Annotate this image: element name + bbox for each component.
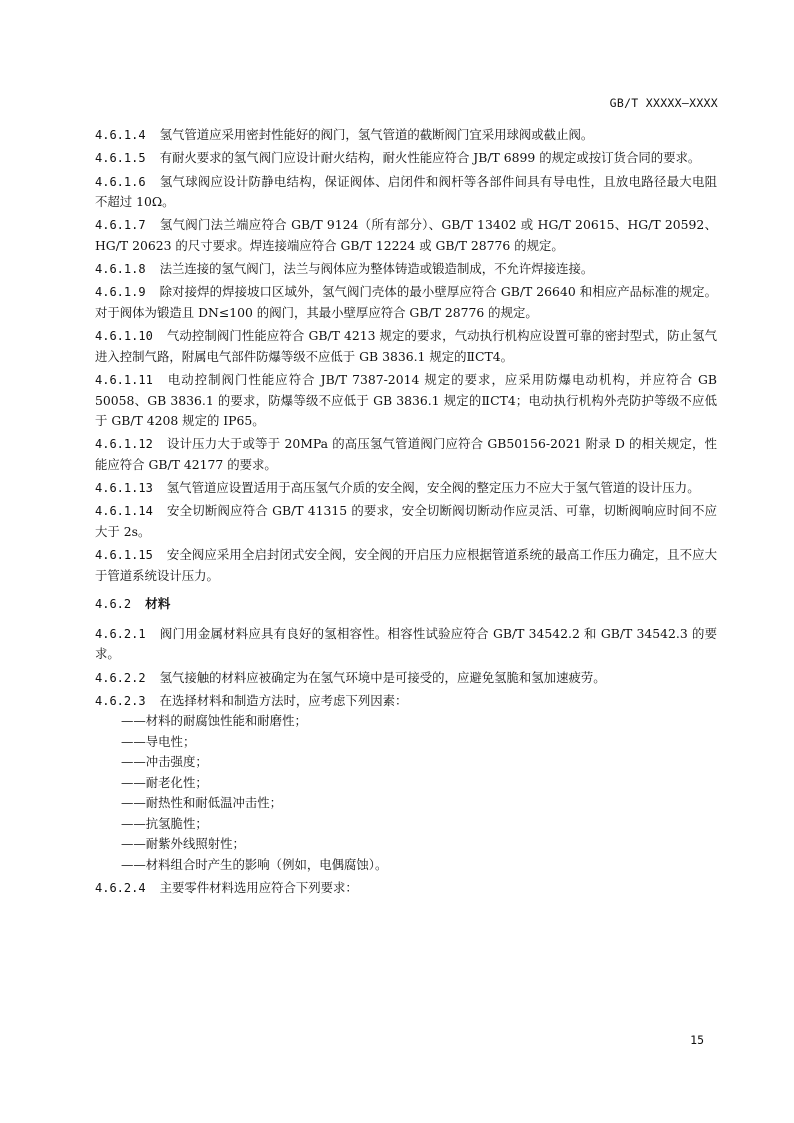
clause-number: 4.6.1.7 <box>95 218 146 233</box>
clause-4-6-2-2 <box>95 668 717 689</box>
clause-number: 4.6.1.9 <box>95 285 146 300</box>
list-item: ——导电性； <box>121 733 196 749</box>
section-number: 4.6.2 <box>95 597 132 612</box>
clause-4-6-1-15 <box>95 545 717 586</box>
clause-4-6-2-1 <box>95 624 717 665</box>
list-item: ——耐热性和耐低温冲击性； <box>121 795 283 811</box>
clause-4-6-1-5 <box>95 148 717 169</box>
clause-number: 4.6.1.12 <box>95 437 153 452</box>
clause-4-6-1-8 <box>95 259 717 280</box>
clause-4-6-2-4 <box>95 878 717 899</box>
clause-4-6-1-7 <box>95 215 717 256</box>
clause-text: 氢气接触的材料应被确定为在氢气环境中是可接受的，应避免氢脆和氢加速疲劳。 <box>159 669 606 685</box>
clause-4-6-1-9 <box>95 282 717 323</box>
list-item: ——材料组合时产生的影响（例如，电偶腐蚀）。 <box>121 856 388 872</box>
clause-4-6-1-6 <box>95 172 717 213</box>
clause-4-6-1-10 <box>95 326 717 367</box>
clause-number: 4.6.1.8 <box>95 262 146 277</box>
clause-4-6-1-11 <box>95 370 717 432</box>
clause-text: 安全阀应采用全启封闭式安全阀，安全阀的开启压力应根据管道系统的最高工作压力确定，且不应大于管道系统设计压力。 <box>95 547 717 583</box>
clause-text: 氢气管道应设置适用于高压氢气介质的安全阀，安全阀的整定压力不应大于氢气管道的设计压力。 <box>166 480 700 496</box>
section-heading-materials <box>95 594 717 615</box>
clause-4-6-1-12 <box>95 434 717 475</box>
document-body <box>95 125 717 901</box>
page-number: 15 <box>690 1033 704 1047</box>
clause-number: 4.6.1.15 <box>95 548 153 563</box>
clause-number: 4.6.2.4 <box>95 881 146 896</box>
list-item: ——耐紫外线照射性； <box>121 836 245 852</box>
document-code-header: GB/T XXXXX—XXXX <box>609 96 718 110</box>
clause-text: 安全切断阀应符合 GB/T 41315 的要求，安全切断阀切断动作应灵活、可靠，切断阀响应时间不应大于 2s。 <box>95 503 717 539</box>
clause-4-6-1-13 <box>95 478 717 499</box>
clause-number: 4.6.1.11 <box>95 373 153 388</box>
clause-number: 4.6.2.2 <box>95 670 146 685</box>
clause-4-6-1-14 <box>95 501 717 542</box>
list-item: ——冲击强度； <box>121 754 208 770</box>
factor-list <box>95 711 717 875</box>
clause-text: 氢气管道应采用密封性能好的阀门，氢气管道的截断阀门宜采用球阀或截止阀。 <box>159 127 594 142</box>
clause-text: 气动控制阀门性能应符合 GB/T 4213 规定的要求，气动执行机构应设置可靠的密封型式，防止氢气进入控制气路，附属电气部件防爆等级不应低于 GB 3836.1 规定的ⅡCT4。 <box>95 328 717 364</box>
clause-text: 设计压力大于或等于 20MPa 的高压氢气管道阀门应符合 GB50156-2021 附录 D 的相关规定，性能应符合 GB/T 42177 的要求。 <box>95 436 717 472</box>
clause-4-6-2-3 <box>95 691 717 712</box>
clause-4-6-1-4 <box>95 125 717 146</box>
clause-text: 氢气球阀应设计防静电结构，保证阀体、启闭件和阀杆等各部件间具有导电性，且放电路径最大电阻不超过 10Ω。 <box>95 173 717 210</box>
clause-text: 阀门用金属材料应具有良好的氢相容性。相容性试验应符合 GB/T 34542.2 和 GB/T 34542.3 的要求。 <box>95 625 717 662</box>
clause-text: 主要零件材料选用应符合下列要求： <box>159 880 358 896</box>
list-item: ——抗氢脆性； <box>121 815 208 831</box>
clause-number: 4.6.1.10 <box>95 329 153 344</box>
clause-text: 氢气阀门法兰端应符合 GB/T 9124（所有部分）、GB/T 13402 或 HG/T 20615、HG/T 20592、HG/T 20623 的尺寸要求。焊连接端应符合 GB/T 12224 或 GB/T 28776 的规定。 <box>95 217 717 253</box>
list-item: ——耐老化性； <box>121 774 208 790</box>
clause-text: 有耐火要求的氢气阀门应设计耐火结构，耐火性能应符合 JB/T 6899 的规定或按订货合同的要求。 <box>159 150 701 166</box>
clause-number: 4.6.2.1 <box>95 626 146 641</box>
clause-text: 除对接焊的焊接坡口区域外，氢气阀门壳体的最小壁厚应符合 GB/T 26640 和相应产品标准的规定。对于阀体为锻造且 DN≤100 的阀门，其最小壁厚应符合 GB/T 28776 的规定。 <box>95 284 717 320</box>
section-title: 材料 <box>145 596 171 612</box>
clause-number: 4.6.1.6 <box>95 174 146 189</box>
clause-number: 4.6.1.14 <box>95 504 153 519</box>
clause-number: 4.6.1.5 <box>95 151 146 166</box>
clause-number: 4.6.1.4 <box>95 128 146 142</box>
list-item: ——材料的耐腐蚀性能和耐磨性； <box>121 713 307 729</box>
clause-text: 在选择材料和制造方法时，应考虑下列因素： <box>159 692 408 708</box>
clause-number: 4.6.2.3 <box>95 693 146 708</box>
clause-text: 电动控制阀门性能应符合 JB/T 7387-2014 规定的要求，应采用防爆电动机构，并应符合 GB 50058、GB 3836.1 的要求，防爆等级不应低于 GB 3836.1 规定的ⅡCT4；电动执行机构外壳防护等级不应低于 GB/T 4208 规定的 IP65。 <box>95 372 717 429</box>
clause-number: 4.6.1.13 <box>95 481 153 496</box>
clause-text: 法兰连接的氢气阀门，法兰与阀体应为整体铸造或锻造制成，不允许焊接连接。 <box>159 261 594 277</box>
